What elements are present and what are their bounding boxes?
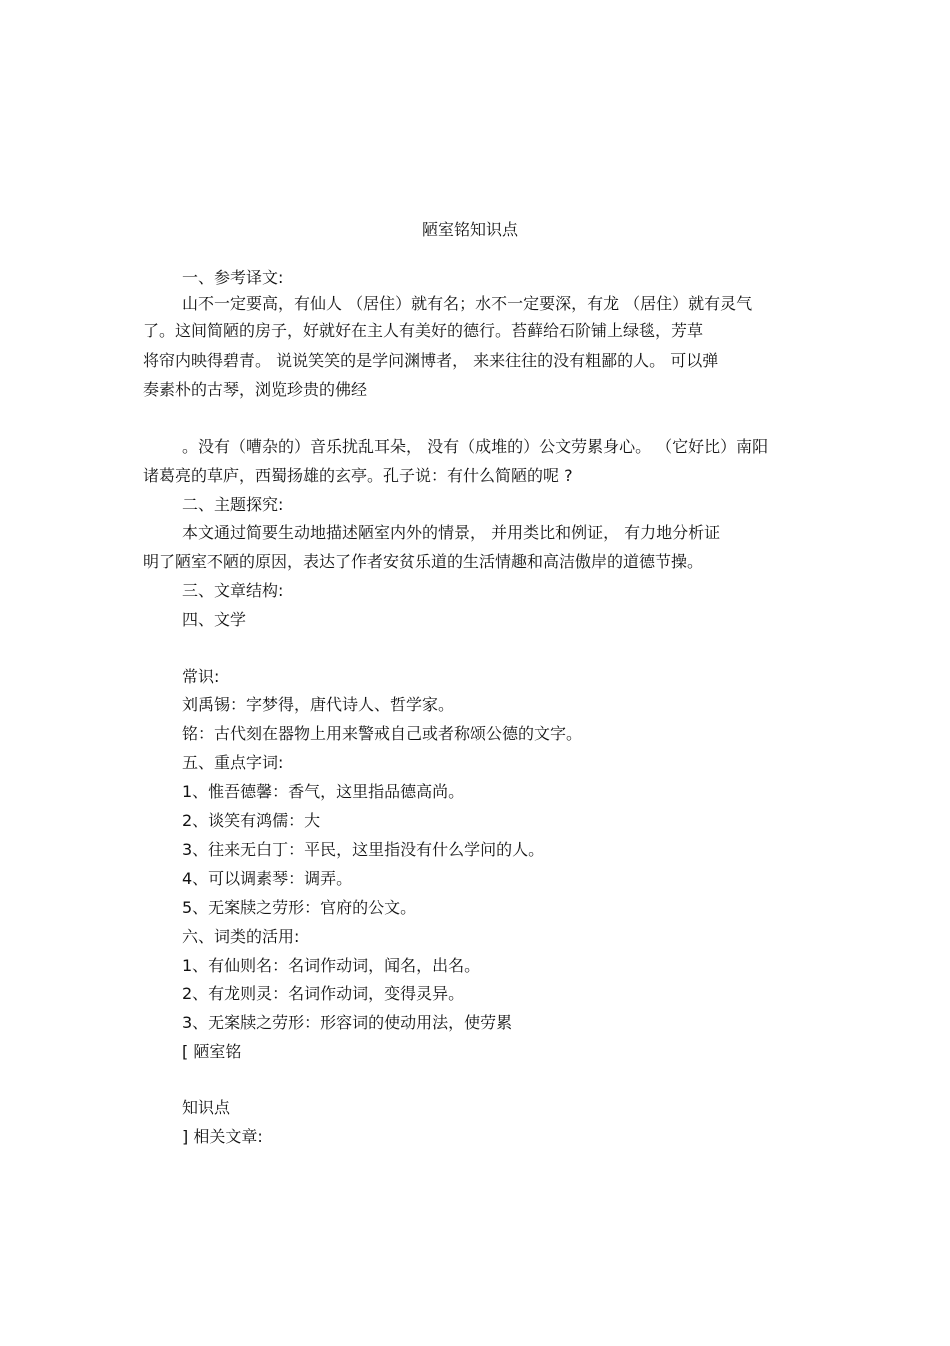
- list-item: 3、无案牍之劳形：形容词的使动用法，使劳累: [182, 1013, 513, 1032]
- list-item: 5、无案牍之劳形：官府的公文。: [182, 898, 417, 917]
- section-heading-common-knowledge: 常识:: [182, 667, 220, 686]
- paragraph-line: 将帘内映得碧青。 说说笑笑的是学问渊博者， 来来往往的没有粗鄙的人。 可以弹: [143, 351, 719, 370]
- list-item: 1、惟吾德馨：香气，这里指品德高尚。: [182, 782, 465, 801]
- list-item: 2、谈笑有鸿儒：大: [182, 811, 321, 830]
- paragraph-line: 诸葛亮的草庐，西蜀扬雄的玄亭。孔子说：有什么简陋的呢 ?: [143, 466, 573, 485]
- section-heading-structure: 三、文章结构:: [182, 581, 284, 600]
- paragraph-line: 本文通过简要生动地描述陋室内外的情景， 并用类比和例证， 有力地分析证: [182, 523, 721, 542]
- paragraph-line: 奏素朴的古琴，浏览珍贵的佛经: [143, 380, 368, 399]
- paragraph-line: 山不一定要高，有仙人 （居住）就有名；水不一定要深，有龙 （居住）就有灵气: [182, 294, 753, 313]
- paragraph-line: 明了陋室不陋的原因，表达了作者安贫乐道的生活情趣和高洁傲岸的道德节操。: [143, 552, 704, 571]
- page-title: 陋室铭知识点: [421, 220, 518, 239]
- section-heading-translation: 一、参考译文:: [182, 268, 284, 287]
- list-item: 4、可以调素琴：调弄。: [182, 869, 353, 888]
- paragraph-line: 了。这间简陋的房子，好就好在主人有美好的德行。苔藓给石阶铺上绿毯，芳草: [143, 321, 704, 340]
- section-heading-literature: 四、文学: [182, 610, 247, 629]
- related-link-line: [ 陋室铭: [182, 1042, 242, 1061]
- section-heading-theme: 二、主题探究:: [182, 495, 284, 514]
- paragraph-line: 。没有（嘈杂的）音乐扰乱耳朵， 没有（成堆的）公文劳累身心。 （它好比）南阳: [182, 437, 769, 456]
- list-item: 刘禹锡：字梦得，唐代诗人、哲学家。: [182, 695, 455, 714]
- list-item: 1、有仙则名：名词作动词，闻名，出名。: [182, 956, 481, 975]
- section-heading-key-words: 五、重点字词:: [182, 753, 284, 772]
- list-item: 2、有龙则灵：名词作动词，变得灵异。: [182, 984, 465, 1003]
- list-item: 3、往来无白丁：平民，这里指没有什么学问的人。: [182, 840, 545, 859]
- section-heading-word-class: 六、词类的活用:: [182, 927, 300, 946]
- related-articles-label: ] 相关文章:: [182, 1127, 263, 1146]
- related-link-line: 知识点: [182, 1098, 231, 1117]
- list-item: 铭：古代刻在器物上用来警戒自己或者称颂公德的文字。: [182, 724, 583, 743]
